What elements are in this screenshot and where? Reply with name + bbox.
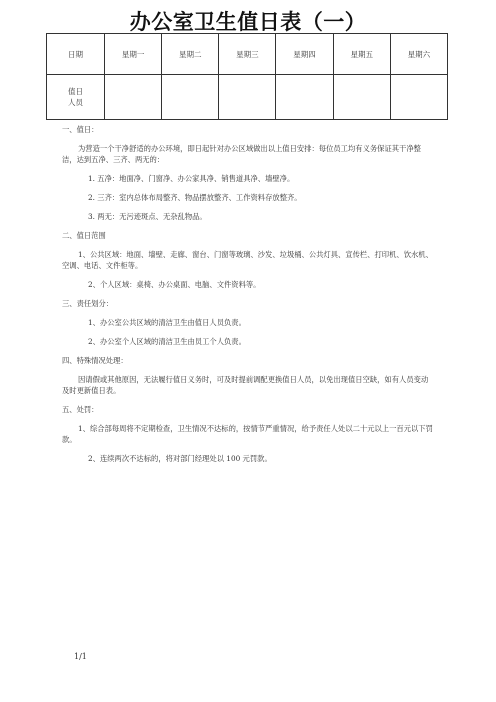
cell-thursday[interactable] xyxy=(276,75,333,120)
section-5-item-2: 2、连续两次不达标的，将对部门经理处以 100 元罚款。 xyxy=(88,454,272,463)
header-friday: 星期五 xyxy=(333,34,390,75)
section-2-item-1: 1、公共区域：地面、墙壁、走廊、窗台、门窗等玻璃、沙发、垃圾桶、公共灯具、宣传栏、打印机、饮水机、空调、电话、文件柜等。 xyxy=(62,250,433,270)
section-2-heading: 二、值日范围 xyxy=(62,231,106,240)
section-1-item-3: 3. 两无：无污迹斑点、无杂乱物品。 xyxy=(88,212,207,221)
section-1-item-2: 2. 三齐：室内总体布局整齐、物品摆放整齐、工作资料存放整齐。 xyxy=(88,193,302,202)
section-3-item-1: 1、办公室公共区域的清洁卫生由值日人员负责。 xyxy=(88,318,246,327)
header-thursday: 星期四 xyxy=(276,34,333,75)
header-monday: 星期一 xyxy=(105,34,162,75)
row-label-line1: 值日 xyxy=(68,87,83,96)
cell-wednesday[interactable] xyxy=(219,75,276,120)
cell-tuesday[interactable] xyxy=(162,75,219,120)
section-4-paragraph: 因请假或其他原因，无法履行值日义务时，可及时提前调配更换值日人员，以免出现值日空缺，如有人员变动及时更新值日表。 xyxy=(62,375,429,395)
duty-table xyxy=(46,33,448,120)
header-wednesday: 星期三 xyxy=(219,34,276,75)
document-body xyxy=(62,124,434,472)
row-label-duty-staff xyxy=(47,75,105,120)
header-date: 日期 xyxy=(47,34,105,75)
cell-friday[interactable] xyxy=(333,75,390,120)
page-title: 办公室卫生值日表（一） xyxy=(129,10,367,34)
section-1-item-1: 1. 五净：地面净、门窗净、办公家具净、销售道具净、墙壁净。 xyxy=(88,174,295,183)
section-5-heading: 五、处罚： xyxy=(62,405,99,414)
table-header-row xyxy=(47,34,448,75)
section-5-item-1: 1、综合部每周将不定期检查，卫生情况不达标的，按情节严重情况，给予责任人处以二十元以上一百元以下罚款。 xyxy=(62,424,433,444)
cell-saturday[interactable] xyxy=(390,75,447,120)
section-1-heading: 一、值日： xyxy=(62,125,99,134)
page-number: 1/1 xyxy=(74,652,87,661)
table-row-duty-staff xyxy=(47,75,448,120)
cell-monday[interactable] xyxy=(105,75,162,120)
header-saturday: 星期六 xyxy=(390,34,447,75)
section-3-item-2: 2、办公室个人区域的清洁卫生由员工个人负责。 xyxy=(88,337,246,346)
section-2-item-2: 2、个人区域：桌椅、办公桌面、电脑、文件资料等。 xyxy=(88,280,261,289)
section-1-paragraph: 为营造一个干净舒适的办公环境，即日起针对办公区域做出以上值日安排：每位员工均有义务保证其干净整洁，达到五净、三齐、两无的： xyxy=(62,144,421,164)
section-4-heading: 四、特殊情况处理： xyxy=(62,356,128,365)
section-3-heading: 三、责任划分： xyxy=(62,299,114,308)
row-label-line2: 人员 xyxy=(68,98,83,107)
header-tuesday: 星期二 xyxy=(162,34,219,75)
